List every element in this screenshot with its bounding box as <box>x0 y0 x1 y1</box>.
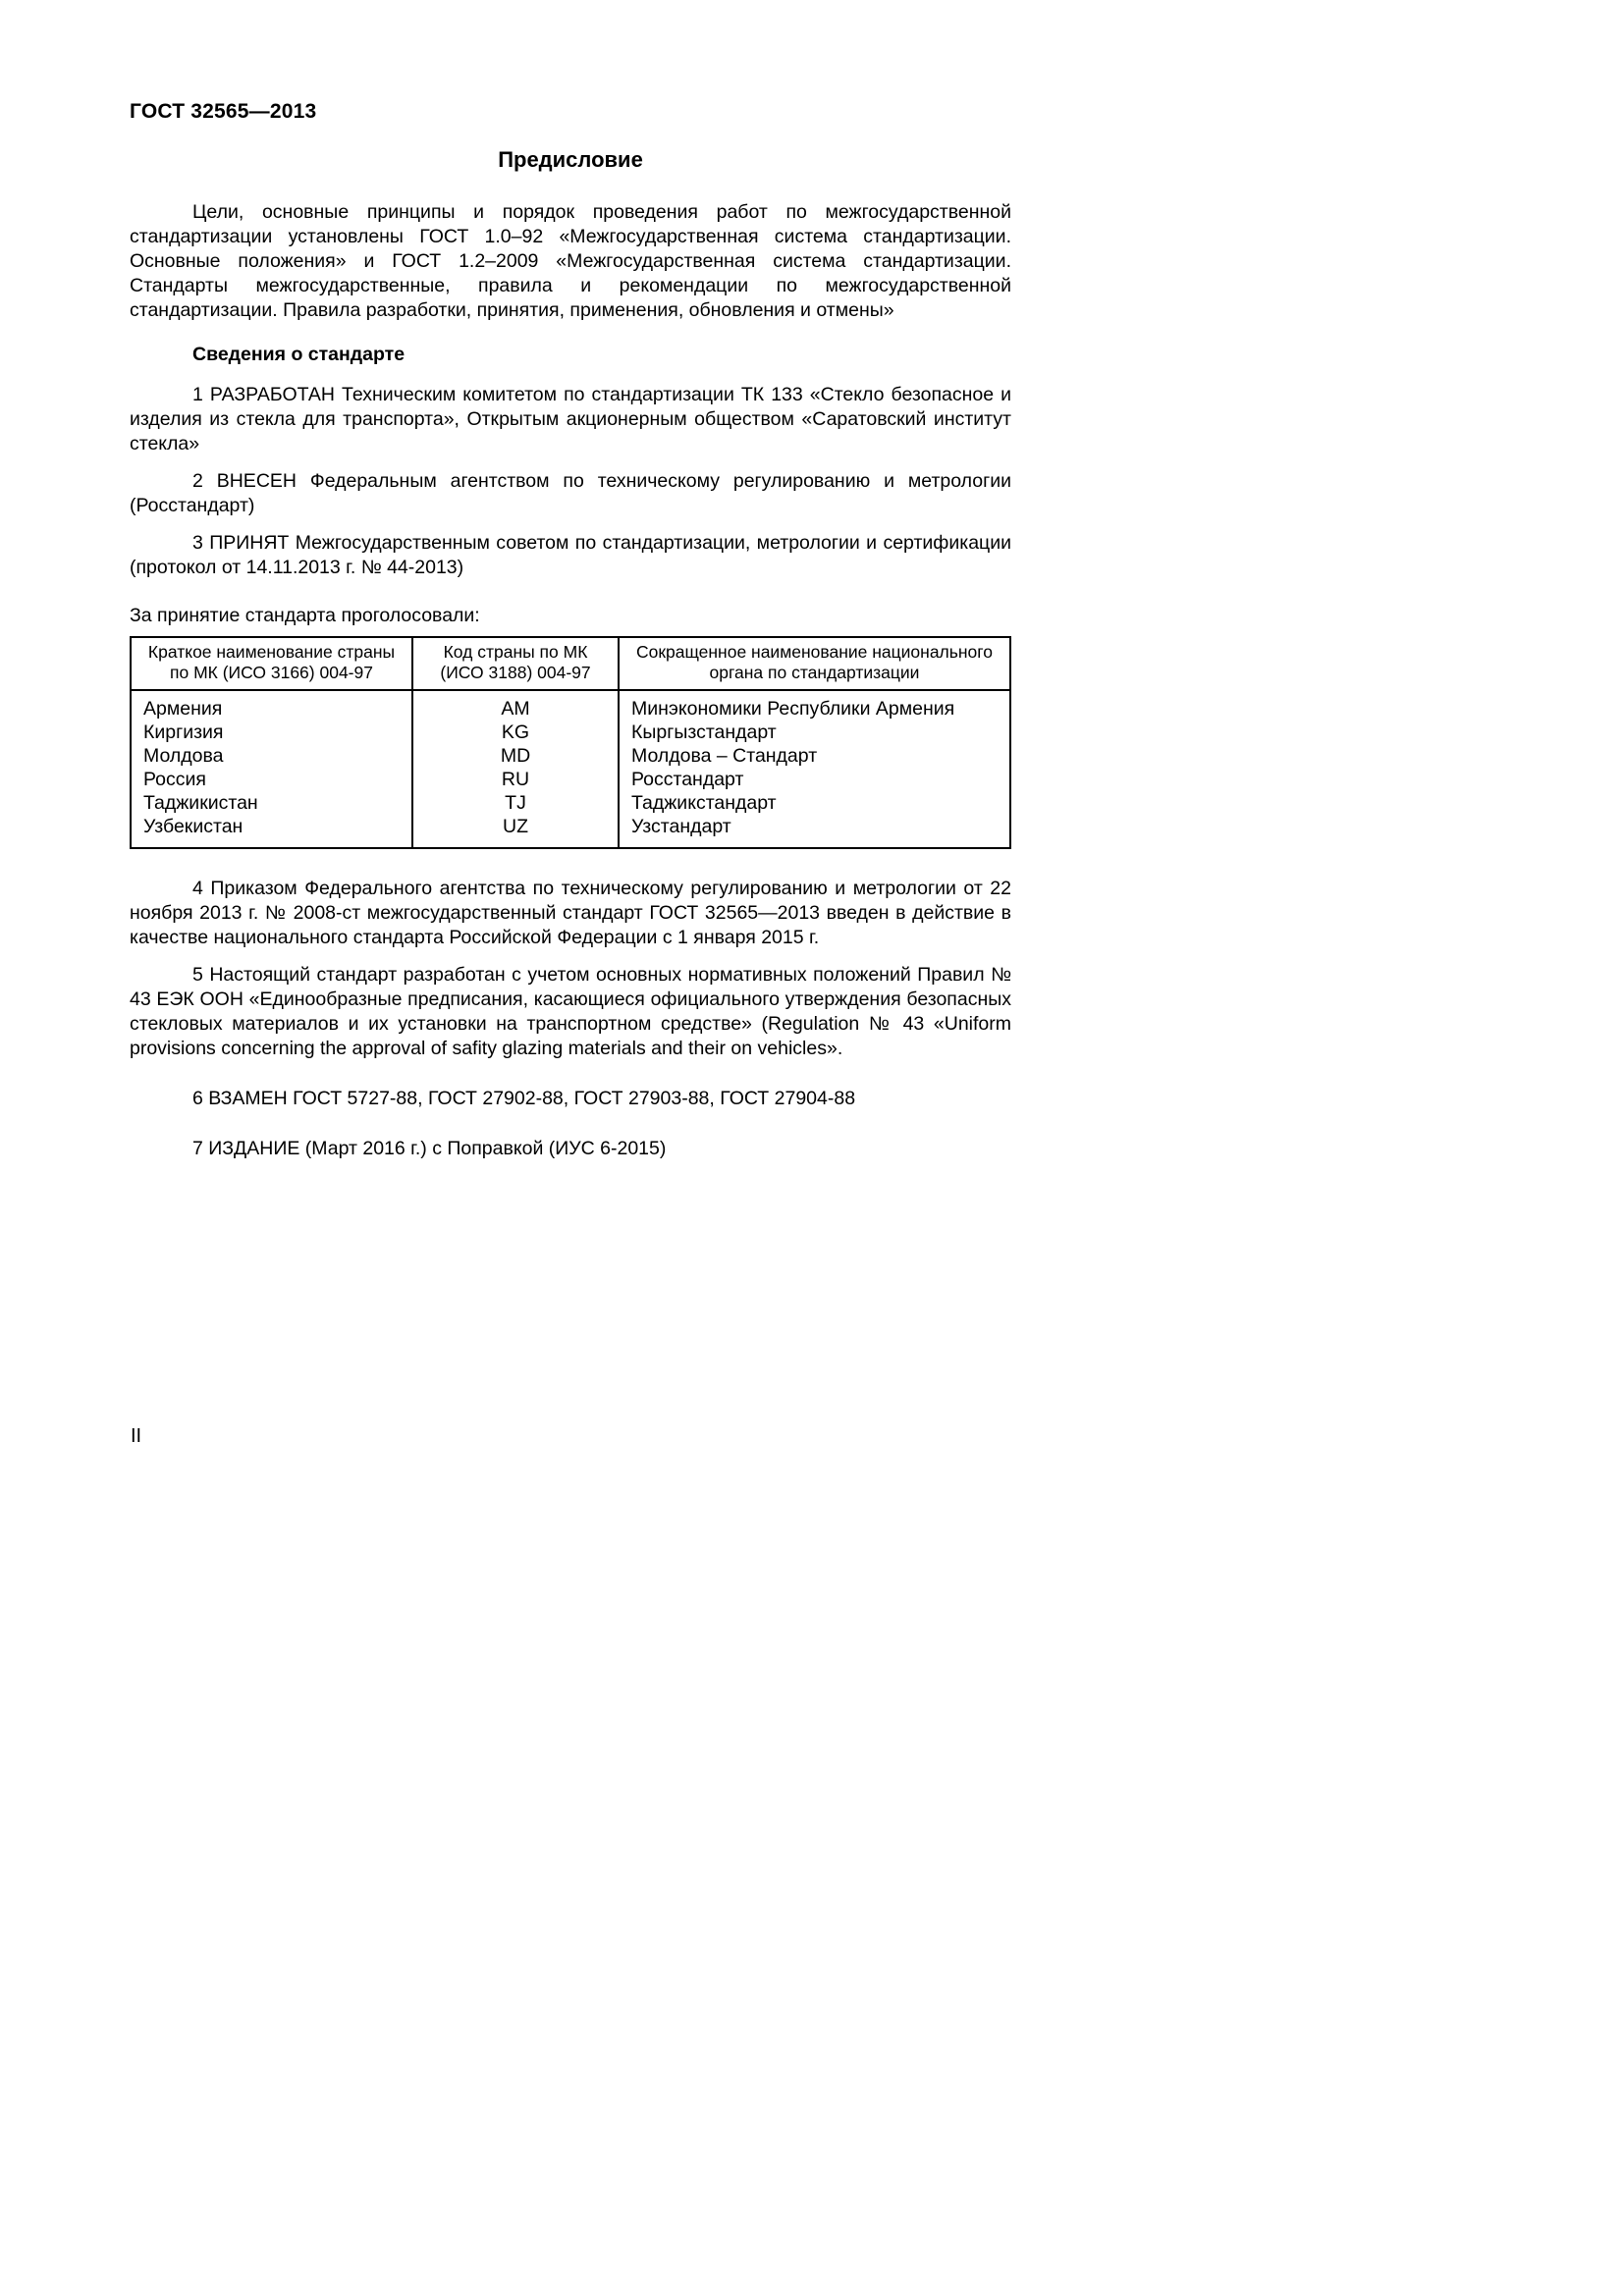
clause-7-edition: 7 ИЗДАНИЕ (Март 2016 г.) с Поправкой (ИУС 6-2015) <box>192 1138 667 1159</box>
col-header-country-name: Краткое наименование страны по МК (ИСО 3166) 004-97 <box>131 637 412 690</box>
country-cell: Молдова <box>143 745 224 767</box>
intro-paragraph: Цели, основные принципы и порядок проведения работ по межгосударственной стандартизации установлены ГОСТ 1.0–92 «Межгосударственная система стандартизации. Основные положения» и ГОСТ 1.2–2009 «Межгосударственная система стандартизации. Стандарты межгосударственные, правила и рекомендации по межгосударственной стандартизации. Правила разработки, принятия, применения, обновления и отмены» <box>130 201 1011 321</box>
standard-info-heading: Сведения о стандарте <box>192 344 406 365</box>
code-cell: KG <box>412 721 619 744</box>
vote-intro: За принятие стандарта проголосовали: <box>130 605 480 626</box>
document-code: ГОСТ 32565—2013 <box>130 100 317 123</box>
page-number: II <box>131 1425 142 1447</box>
country-cell: Узбекистан <box>143 816 243 837</box>
table-row <box>131 721 1010 744</box>
org-cell: Росстандарт <box>619 768 1010 791</box>
table-row <box>131 815 1010 848</box>
clause-3-adopted: 3 ПРИНЯТ Межгосударственным советом по стандартизации, метрологии и сертификации (протокол от 14.11.2013 г. № 44-2013) <box>130 532 1011 578</box>
code-cell: UZ <box>412 815 619 848</box>
country-cell: Таджикистан <box>143 792 258 814</box>
clause-1-developed: 1 РАЗРАБОТАН Техническим комитетом по стандартизации ТК 133 «Стекло безопасное и изделия из стекла для транспорта», Открытым акционерным обществом «Саратовский институт стекла» <box>130 384 1011 454</box>
org-cell: Минэкономики Республики Армения <box>619 690 1010 721</box>
page-content <box>130 100 1011 1174</box>
clause-2-submitted: 2 ВНЕСЕН Федеральным агентством по техническому регулированию и метрологии (Росстандарт) <box>130 470 1011 516</box>
voting-table <box>130 636 1011 849</box>
col-header-national-body: Сокращенное наименование национального органа по стандартизации <box>619 637 1010 690</box>
code-cell: RU <box>412 768 619 791</box>
code-cell: TJ <box>412 791 619 815</box>
code-cell: AM <box>412 690 619 721</box>
org-cell: Таджикстандарт <box>619 791 1010 815</box>
clause-5-regulation: 5 Настоящий стандарт разработан с учетом основных нормативных положений Правил № 43 ЕЭК ООН «Единообразные предписания, касающиеся официального утверждения безопасных стекловых материалов и их установки на транспортном средстве» (Regulation № 43 «Uniform provisions concerning the approval of safity glazing materials and their on vehicles». <box>130 964 1011 1059</box>
country-cell: Россия <box>143 769 206 790</box>
table-row <box>131 690 1010 721</box>
org-cell: Молдова – Стандарт <box>619 744 1010 768</box>
page-title: Предисловие <box>498 147 643 172</box>
clause-4-order: 4 Приказом Федерального агентства по техническому регулированию и метрологии от 22 ноября 2013 г. № 2008-ст межгосударственный стандарт ГОСТ 32565—2013 введен в действие в качестве национального стандарта Российской Федерации с 1 января 2015 г. <box>130 878 1011 948</box>
org-cell: Узстандарт <box>619 815 1010 848</box>
org-cell: Кыргызстандарт <box>619 721 1010 744</box>
table-row <box>131 768 1010 791</box>
code-cell: MD <box>412 744 619 768</box>
table-row <box>131 744 1010 768</box>
table-row <box>131 791 1010 815</box>
country-cell: Киргизия <box>143 721 224 743</box>
col-header-country-code: Код страны по МК (ИСО 3188) 004-97 <box>412 637 619 690</box>
clause-6-replaces: 6 ВЗАМЕН ГОСТ 5727-88, ГОСТ 27902-88, ГОСТ 27903-88, ГОСТ 27904-88 <box>192 1088 856 1109</box>
country-cell: Армения <box>143 698 223 720</box>
table-header-row <box>131 637 1010 690</box>
